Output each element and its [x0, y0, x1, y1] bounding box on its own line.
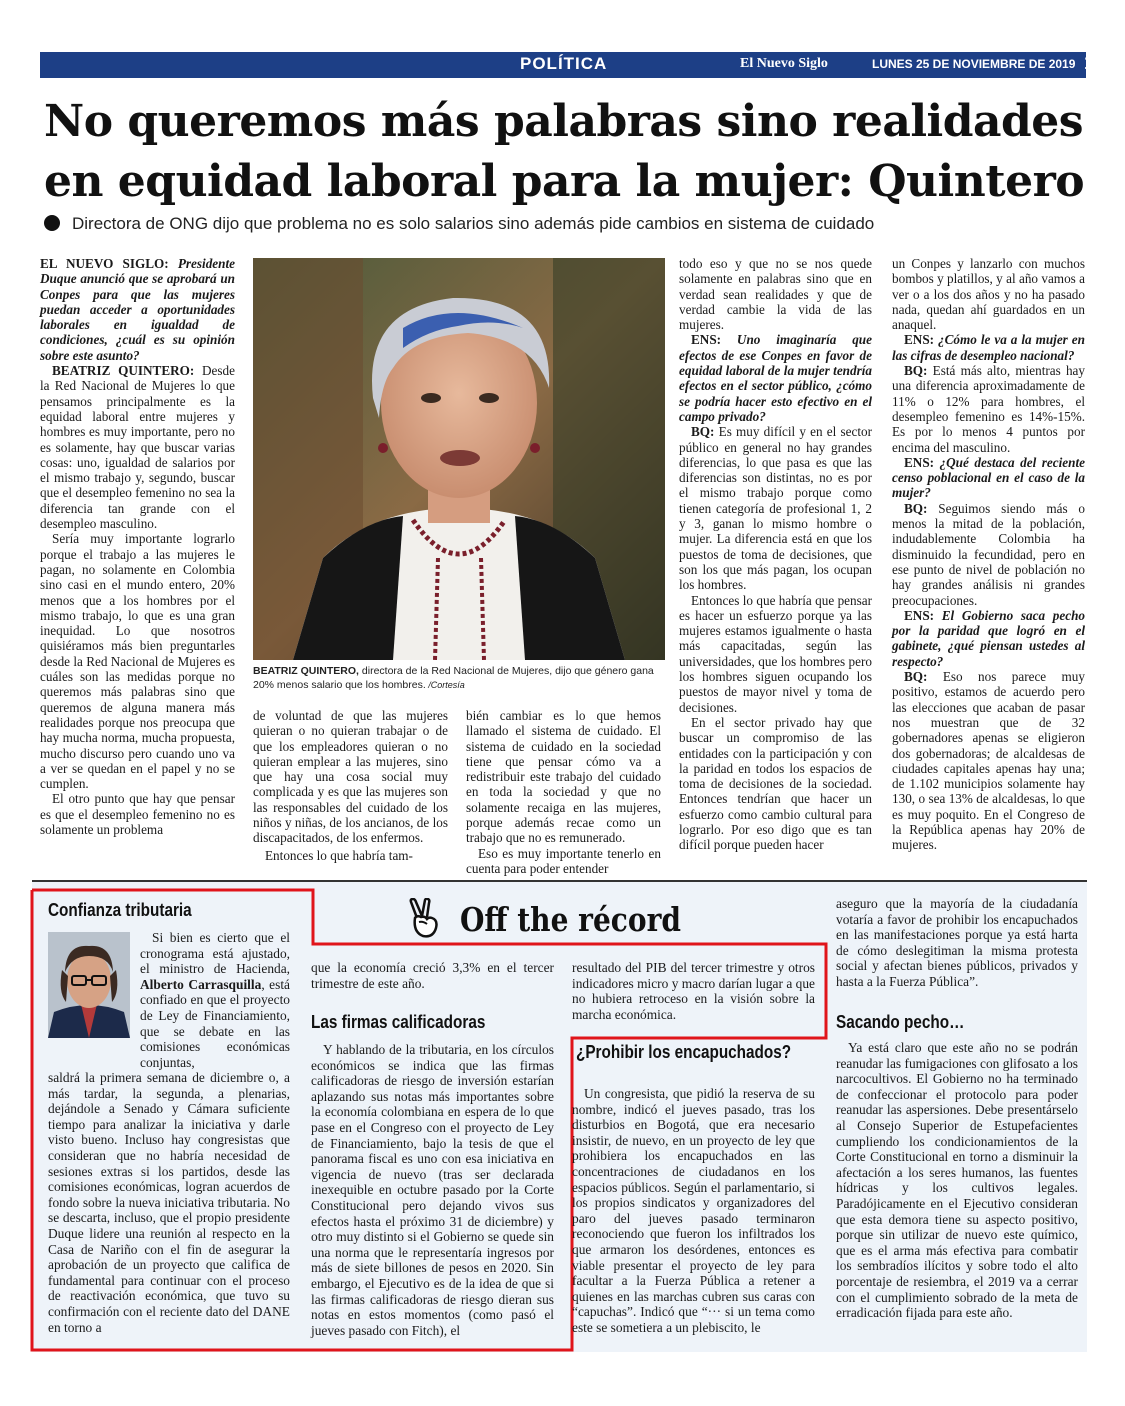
otr-section-text [48, 1070, 290, 1335]
otr-paragraph: Un congresista, que pidió la reserva de su nombre, indicó el jueves pasado, tras los disturbios en Bogotá, que era necesario insistir, de nuevo, en un proyecto de ley que prohibiera los encapuchados en las concentraciones de ciudadanos en los espacios públicos. Según el parlamentario, si los propios sindicatos y organizadores del paro del jueves pasado terminaron reconociendo que fueron los infiltrados los que armaron los desórdenes, entonces es viable presentar el proyecto de ley para facultar a la Fuerza Pública a retener a quienes en las marchas cubren sus caras con “capuchas”. Indicó que “··· si un tema como este se sometiera a un plebiscito, le [572, 1086, 815, 1335]
interviewee-label: BEATRIZ QUINTERO: [52, 363, 195, 379]
interviewee-label: BQ: [691, 424, 715, 440]
body-paragraph: Eso es muy importante tenerlo en cuenta para poder entender [466, 845, 661, 876]
otr-section-text [140, 930, 290, 1070]
otr-paragraph: resultado del PIB del tercer trimestre y otros indicadores micro y macro darían lugar a que no hubiera retroceso en la visión sobre la marcha económica. [572, 960, 815, 1022]
otr-section-text [311, 1042, 554, 1338]
interviewer-label: EL NUEVO SIGLO: [40, 256, 169, 271]
subheadline-text: Directora de ONG dijo que problema no es solo salarios sino además pide cambios en sistema de cuidado [72, 214, 875, 233]
caption-text: directora de la Red Nacional de Mujeres, dijo que género gana 20% menos salario que los hombres. [253, 665, 654, 691]
otr-paragraph: que la economía creció 3,3% en el tercer trimestre de este año. [311, 960, 554, 991]
body-paragraph: bién cambiar es lo que hemos llamado el sistema de cuidado. El sistema de cuidado en la sociedad tiene que pensar cómo va a redistribuir este trabajo del cuidado en toda la sociedad y que no solamente recaiga en las mujeres, porque además recae como un trabajo que no es remunerado. [466, 708, 661, 846]
question-text: ¿Qué destaca del reciente censo poblacional en el caso de la mujer? [892, 454, 1085, 501]
photo-credit: /Cortesía [425, 680, 465, 690]
otr-section-heading: Las firmas calificadoras [311, 1012, 486, 1032]
otr-paragraph: Y hablando de la tributaria, en los círculos económicos se indica que las firmas calificadoras de riesgo de inversión estarían aplazando sus notas más importantes sobre la economía colombiana en espera de lo que pase en el Congreso con el proyecto de Ley de Financiamiento, bajo la tesis de que el panorama fiscal es uno con esa iniciativa en vigencia de nuevo (tras ser declarada inexequible en octubre pasado por la Corte Constitucional pero dejando vivos sus efectos hasta el próximo 31 de diciembre) y otro muy distinto si el Gobierno se quede sin una norma que le representaría ingresos por más de siete billones de pesos en 2020. Sin embargo, el Ejecutivo es de la idea de que si las firmas calificadoras de riesgo dieran sus notas en estos momentos (como pasó el jueves pasado con Fitch), el [311, 1042, 554, 1338]
minister-photo [48, 932, 130, 1038]
body-paragraph: un Conpes y lanzarlo con muchos bombos y platillos, y al año vamos a ver o a los dos años y no ha pasado nada, quedan ahí guardados en un anaquel. [892, 256, 1085, 333]
page-number: 13A [1084, 53, 1119, 74]
person-name: Alberto Carrasquilla [140, 976, 262, 992]
headline-line-1: No queremos más palabras sino realidades [44, 96, 1084, 147]
interviewer-label: ENS: [904, 607, 935, 623]
otr-section-heading: Confianza tributaria [48, 900, 192, 920]
newspaper-name: El Nuevo Siglo [740, 56, 828, 71]
otr-paragraph [140, 930, 290, 1070]
otr-paragraph: saldrá la primera semana de diciembre o, a más tardar, la segunda, a plenarias, dejándole a Senado y Cámara suficiente tiempo para analizar la iniciativa y darle visto bueno. Incluso hay congresistas que consideran que no habría necesidad de sesiones extras si los partidos, desde las comisiones económicas, logran acuerdos de fondo sobre la nueva iniciativa tributaria. No se descarta, incluso, que el propio presidente Duque lidere una reunión al respecto en la Casa de Nariño con el fin de asegurar la aprobación de un proyecto que califica de fundamental para continuar con el proceso de reactivación económica, que tuvo su confirmación con el reciente dato del DANE en torno a [48, 1070, 290, 1335]
otr-section-text [572, 960, 815, 1022]
body-paragraph: En el sector privado hay que buscar un compromiso de las entidades con la participación y con la paridad en todos los espacios de toma de decisiones de la sociedad. Entonces tendrían que hacer un esfuerzo como cambio cultural para lograrlo. Por eso digo que es tan difícil porque pueden hacer [679, 714, 872, 853]
otr-text: Si bien es cierto que el cronograma está ajustado, el ministro de Hacienda, [140, 930, 290, 977]
answer-text: Está más alto, mientras hay una diferencia aproximadamente de 11% o 12% para hombres, el desempleo femenino es 14%-15%. Es por lo menos 4 puntos por encima del masculino. [892, 363, 1085, 455]
interviewee-label: BQ: [904, 363, 928, 379]
otr-text: , está confiado en que el proyecto de Ley de Financiamiento, que se debate en las comisiones económicas conjuntas, [140, 976, 290, 1070]
interviewee-label: BQ: [904, 669, 928, 685]
otr-paragraph: aseguro que la mayoría de la ciudadanía votaría a favor de prohibir los encapuchados en las manifestaciones porque ya está harta de cómo deslegitiman la misma protesta social y afectan bienes públicos, privados y hasta a la Fuerza Pública”. [836, 896, 1078, 989]
off-the-record-title: Off the récord [460, 900, 681, 939]
answer-text: Es muy difícil y en el sector público en general no hay grandes diferencias, lo que pasa es que las diferencias son distintas, no es por el mismo trabajo porque como tienen categoría de profesional 1, 2 y 3, ganan lo mismo hombre o mujer. La diferencia está en que los puestos de toma de decisiones, que son los que más pagan, los ocupan los hombres. [679, 424, 872, 593]
body-paragraph: todo eso y que no se nos quede solamente en palabras sino que en verdad sean realidades y que de verdad cambie la vida de las mujeres. [679, 256, 872, 333]
body-paragraph: Entonces lo que habría que pensar es hacer un esfuerzo porque ya las mujeres estamos igualmente o hasta más capacitadas, según las universidades, que los hombres pero los hombres siguen ocupando los puestos de mayor nivel y toma de decisiones. [679, 592, 872, 715]
interviewer-label: ENS: [691, 332, 722, 348]
otr-section-heading: Sacando pecho… [836, 1012, 965, 1032]
otr-section-text [311, 960, 554, 991]
section-label: POLÍTICA [520, 54, 608, 73]
otr-section-heading: ¿Prohibir los encapuchados? [576, 1042, 792, 1062]
body-paragraph: Sería muy importante lograrlo porque el trabajo a las mujeres le pagan, no solamente en Colombia sino casi en el mundo entero, 20% menos que a los hombres por el mismo trabajo, lo que es una gran inequidad. Lo que nosotros quisiéramos más bien preguntarles desde la Red Nacional de Mujeres es cuáles son las medidas porque no queremos más palabras sino que queremos de alguna manera más realidades porque nos preocupa que hay mucha norma, mucha propuesta, mucho discurso pero cuando uno va a ver se quedan en el papel y no se cumplen. [40, 531, 235, 792]
question-text: ¿Cómo le va a la mujer en las cifras de desempleo nacional? [892, 332, 1085, 363]
answer-text: Desde la Red Nacional de Mujeres lo que pensamos principalmente es la equidad laboral entre mujeres y hombres es muy importante, pero no es solamente, hay que buscar varias cosas: uno, igualdad de salarios por el mismo trabajo y, segundo, buscar que el desempleo femenino no sea la diferencia tan grande con el desempleo masculino. [40, 363, 235, 532]
question-text: Uno imaginaría que efectos de ese Conpes en favor de equidad laboral de la mujer tendría efectos en el sector público, ¿cómo se podría hacer esto efectivo en el campo privado? [679, 332, 872, 424]
body-paragraph: El otro punto que hay que pensar es que el desempleo femenino no es solamente un problema [40, 791, 235, 837]
otr-section-text [572, 1086, 815, 1336]
body-paragraph: de voluntad de que las mujeres quieran o no quieran trabajar o de que los empleadores quieran o no quieran emplear a las mujeres, sino que hay una cosa social muy complicada y es que las mujeres son las responsables del cuidado de los niños y niñas, de los ancianos, de los discapacitados, de los enfermos. [253, 708, 448, 846]
otr-section-text [836, 896, 1078, 990]
issue-date: LUNES 25 DE NOVIEMBRE DE 2019 [872, 57, 1076, 71]
question-text: El Gobierno saca pecho por la paridad que logró en el gabinete, ¿qué piensan ustedes al respecto? [892, 607, 1085, 669]
portrait-image [48, 932, 130, 1038]
interviewee-label: BQ: [904, 500, 928, 516]
peace-hand-icon [405, 898, 443, 938]
otr-section-text [836, 1040, 1078, 1321]
interviewer-label: ENS: [904, 332, 935, 348]
headline-line-2: en equidad laboral para la mujer: Quintero [44, 156, 1085, 207]
interviewer-label: ENS: [904, 454, 935, 470]
otr-paragraph: Ya está claro que este año no se podrán reanudar las fumigaciones con glifosato a los narcocultivos. El Gobierno no ha terminado de confeccionar el protocolo para poder reanudar las aspersiones. Debe presentárselo al Consejo Superior de Estupefacientes cumpliendo los condicionamientos de la Corte Constitucional en torno a disminuir la afectación a los seres humanos, las fuentes hídricas y los cultivos legales. Paradójicamente en el Ejecutivo consideran que esta demora tiene su aspecto positivo, porque sin utilizar de nuevo este químico, que es el arma más efectiva para combatir los sembradíos ilícitos y sobre todo el alto porcentaje de resiembra, el 2019 va a cerrar con el cumplimiento sobrado de la meta de erradicación fijada para este año. [836, 1040, 1078, 1321]
answer-text: Seguimos siendo más o menos la mitad de la población, indudablemente Colombia ha disminuido la fecundidad, pero en ese punto de nivel de población no hay grandes análisis ni grandes preocupaciones. [892, 500, 1085, 608]
answer-text: Eso nos parece muy positivo, estamos de acuerdo pero las elecciones que acaban de pasar nos muestran que de 32 gobernadores apenas se eligieron dos gobernadoras; de alcaldesas de ciudades capitales apenas hay una; de 1.102 municipios solamente hay 130, o sea 13% de alcaldesas, lo que es muy poquito. En el Congreso de la República apenas hay 20% de mujeres. [892, 669, 1085, 853]
body-paragraph: Entonces lo que habría tam- [265, 847, 413, 863]
question-text: Presidente Duque anunció que se aprobará un Conpes para que las mujeres puedan acceder a oportunidades laborales en igualdad de condiciones, ¿cuál es su opinión sobre este asunto? [40, 256, 235, 363]
caption-name: BEATRIZ QUINTERO, [253, 665, 359, 677]
